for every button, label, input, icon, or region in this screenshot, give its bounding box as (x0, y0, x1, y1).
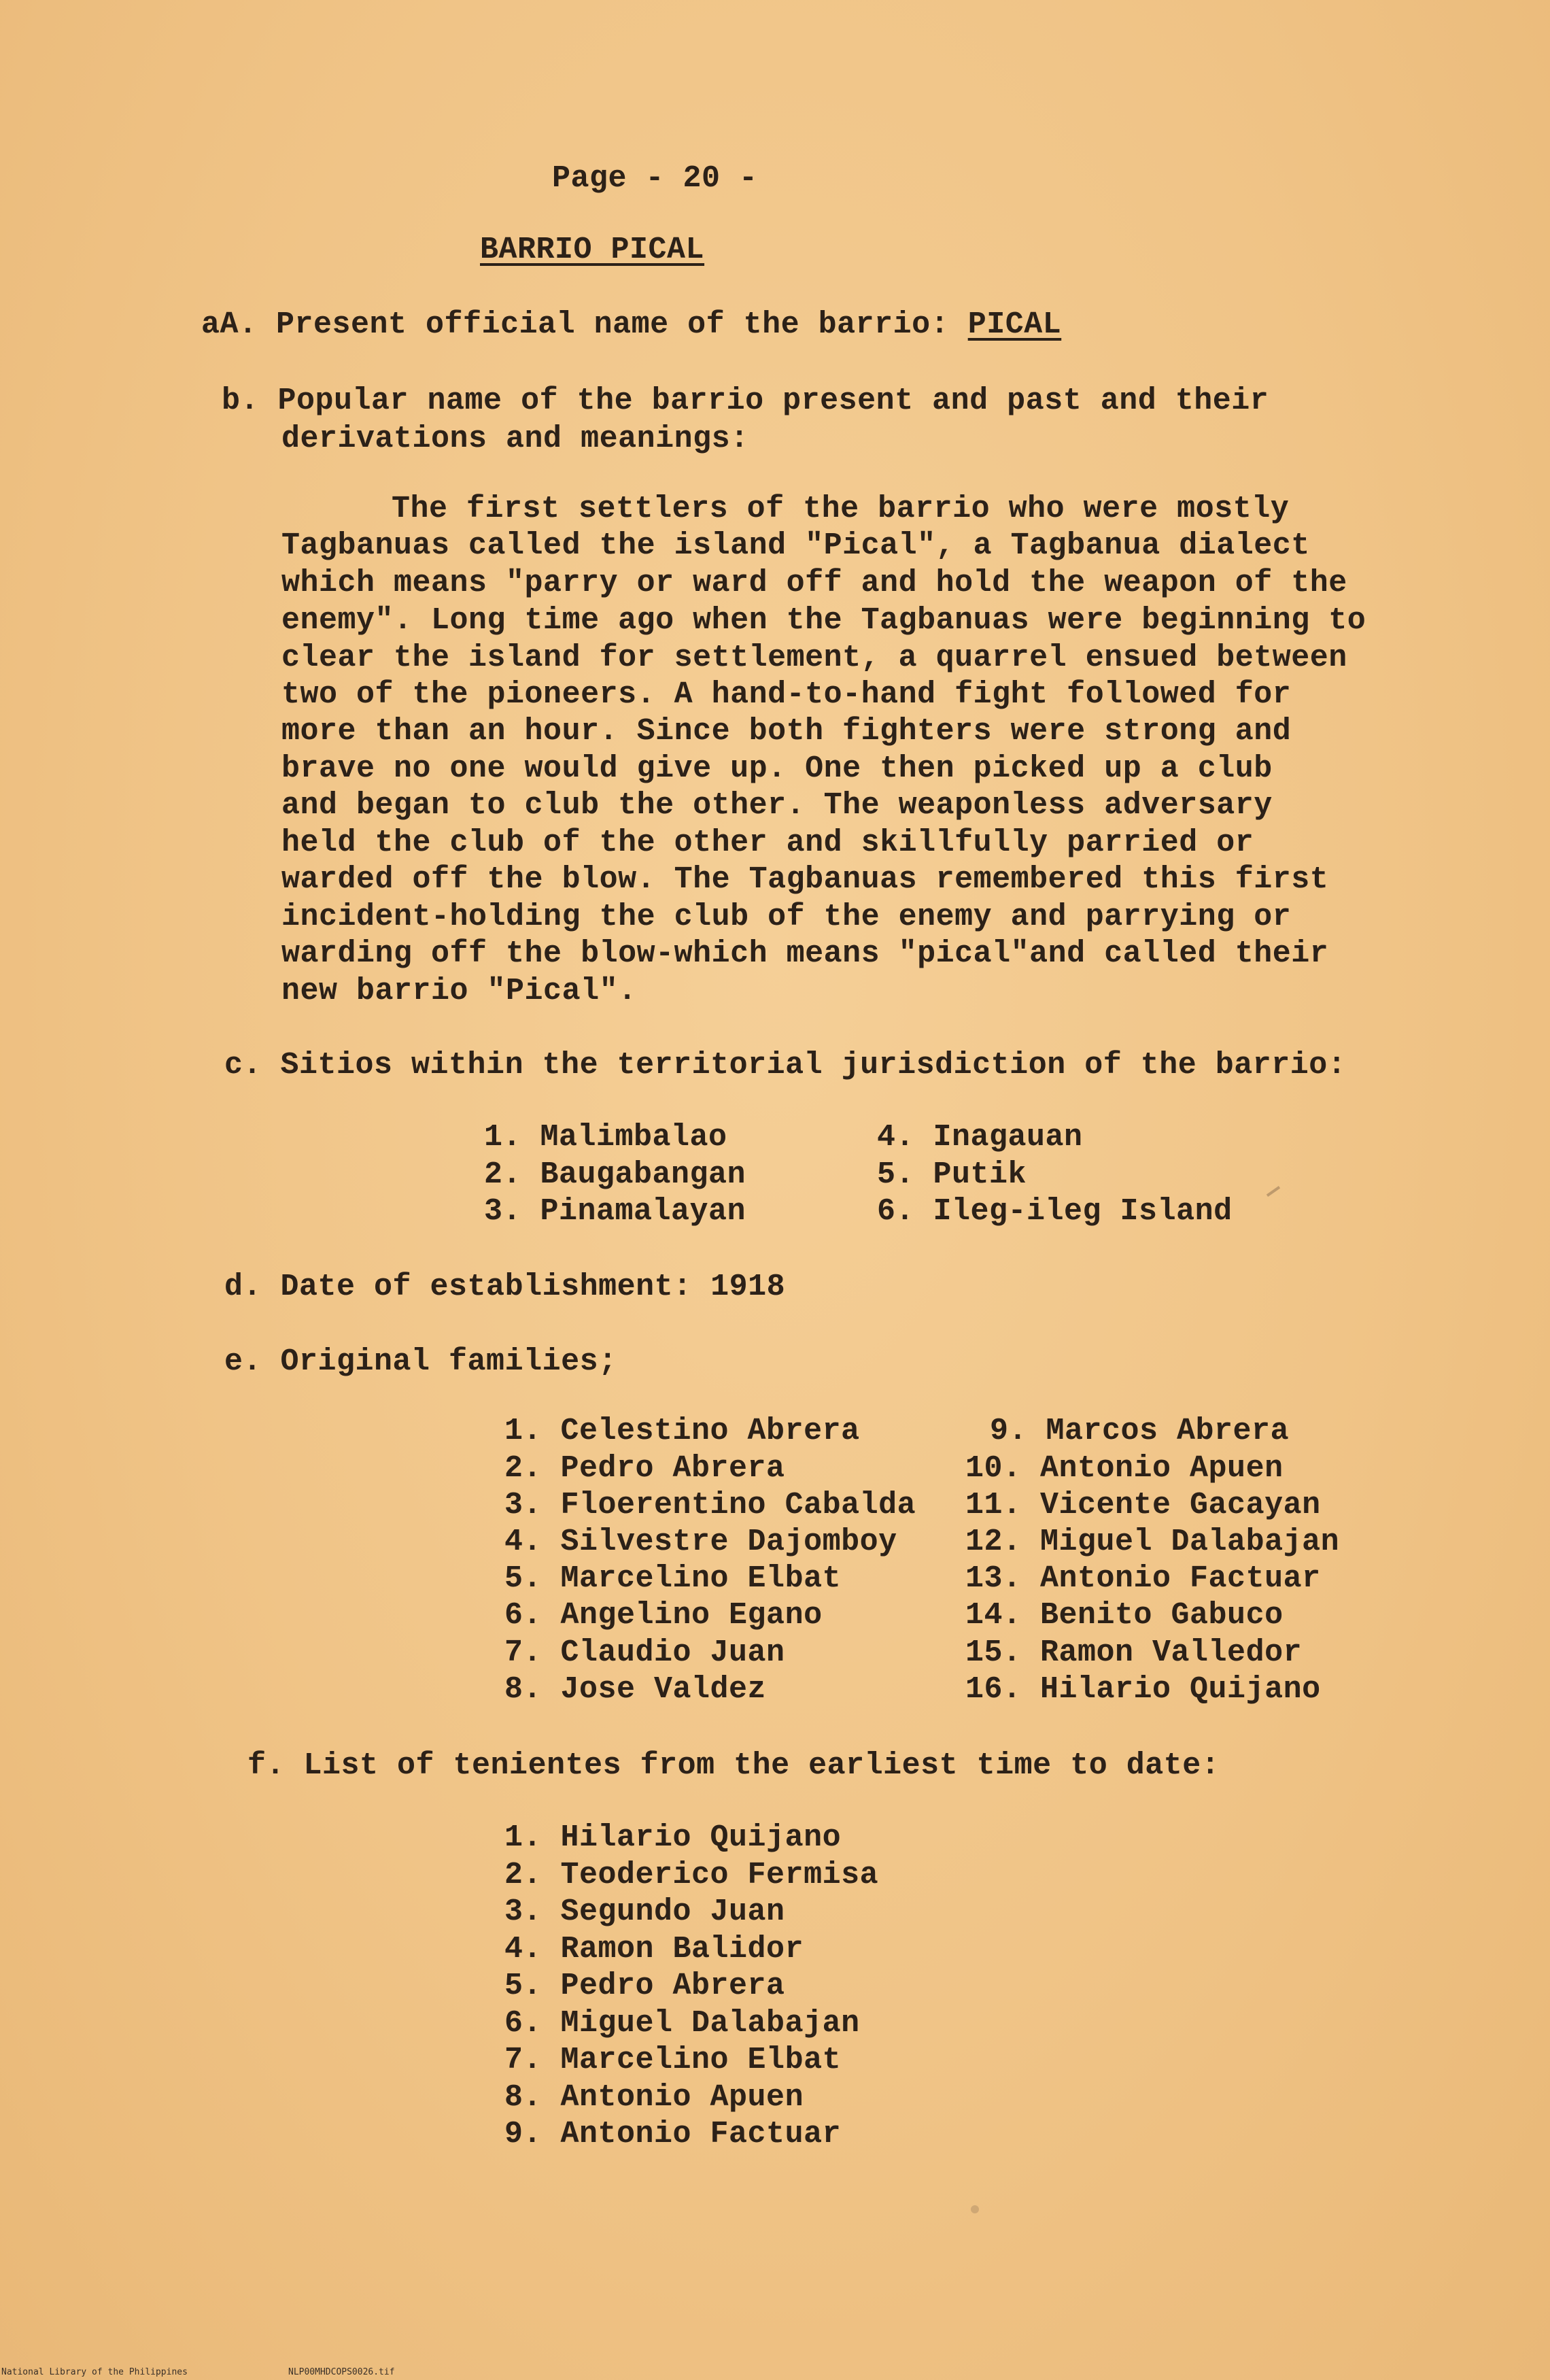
teniente-item: 1. Hilario Quijano (504, 1820, 842, 1855)
teniente-item: 9. Antonio Factuar (504, 2117, 842, 2152)
family-item: 1. Celestino Abrera (504, 1414, 860, 1448)
family-item: 5. Marcelino Elbat (504, 1561, 842, 1596)
section-d: d. Date of establishment: 1918 (224, 1270, 786, 1304)
family-item: 2. Pedro Abrera (504, 1451, 785, 1486)
family-item: 15. Ramon Valledor (965, 1635, 1303, 1670)
ink-smudge (971, 2205, 979, 2213)
teniente-item: 6. Miguel Dalabajan (504, 2006, 860, 2041)
section-f-heading: f. List of tenientes from the earliest time to date: (247, 1748, 1220, 1783)
official-name-value: PICAL (967, 307, 1062, 342)
paragraph-line-14: new barrio "Pical". (281, 974, 637, 1008)
sitio-item: 2. Baugabangan (484, 1157, 746, 1192)
family-item: 6. Angelino Egano (504, 1598, 823, 1633)
teniente-item: 3. Segundo Juan (504, 1894, 785, 1929)
teniente-item: 5. Pedro Abrera (504, 1969, 785, 2003)
family-item: 10. Antonio Apuen (965, 1451, 1284, 1486)
family-item: 11. Vicente Gacayan (965, 1488, 1321, 1523)
teniente-item: 2. Teoderico Fermisa (504, 1858, 879, 1892)
family-item: 16. Hilario Quijano (965, 1672, 1321, 1707)
section-b-line-2: derivations and meanings: (281, 422, 749, 456)
pencil-mark (1267, 1186, 1280, 1197)
section-b-line-1: b. Popular name of the barrio present and past and their (222, 384, 1269, 418)
sitio-item: 6. Ileg-ileg Island (877, 1194, 1233, 1229)
paragraph-line-10: held the club of the other and skillfully parried or (281, 826, 1254, 860)
paragraph-line-7: more than an hour. Since both fighters were strong and (281, 714, 1292, 749)
document-title: BARRIO PICAL (480, 233, 705, 267)
paragraph-line-6: two of the pioneers. A hand-to-hand fight followed for (281, 677, 1292, 712)
section-a-label: aA. Present official name of the barrio: (201, 307, 968, 342)
paragraph-line-13: warding off the blow-which means "pical"and called their (281, 936, 1329, 971)
paragraph-line-9: and began to club the other. The weaponless adversary (281, 788, 1273, 823)
family-item: 3. Floerentino Cabalda (504, 1488, 916, 1523)
sitio-item: 1. Malimbalao (484, 1120, 727, 1155)
family-item: 13. Antonio Factuar (965, 1561, 1321, 1596)
teniente-item: 7. Marcelino Elbat (504, 2043, 842, 2077)
section-c-heading: c. Sitios within the territorial jurisdiction of the barrio: (224, 1048, 1347, 1083)
family-item: 14. Benito Gabuco (965, 1598, 1284, 1633)
sitio-item: 4. Inagauan (877, 1120, 1083, 1155)
family-item: 9. Marcos Abrera (990, 1414, 1290, 1448)
paragraph-line-5: clear the island for settlement, a quarrel ensued between (281, 641, 1347, 675)
paragraph-line-3: which means "parry or ward off and hold the weapon of the (281, 566, 1347, 600)
teniente-item: 4. Ramon Balidor (504, 1932, 804, 1967)
paragraph-line-2: Tagbanuas called the island "Pical", a Tagbanua dialect (281, 528, 1310, 563)
family-item: 12. Miguel Dalabajan (965, 1525, 1340, 1559)
section-e-heading: e. Original families; (224, 1344, 617, 1379)
teniente-item: 8. Antonio Apuen (504, 2080, 804, 2115)
family-item: 7. Claudio Juan (504, 1635, 785, 1670)
section-a (201, 309, 1061, 340)
sitio-item: 3. Pinamalayan (484, 1194, 746, 1229)
page-number: Page - 20 - (552, 161, 758, 196)
paragraph-line-4: enemy". Long time ago when the Tagbanuas were beginning to (281, 603, 1366, 638)
paragraph-line-12: incident-holding the club of the enemy and parrying or (281, 900, 1292, 934)
paragraph-line-8: brave no one would give up. One then picked up a club (281, 751, 1273, 786)
sitio-item: 5. Putik (877, 1157, 1027, 1192)
paragraph-line-11: warded off the blow. The Tagbanuas remembered this first (281, 862, 1329, 897)
footer-library: National Library of the Philippines (1, 2367, 188, 2377)
family-item: 4. Silvestre Dajomboy (504, 1525, 897, 1559)
footer-filename: NLP00MHDCOPS0026.tif (288, 2367, 395, 2377)
paragraph-line-1: The first settlers of the barrio who were mostly (392, 492, 1290, 526)
family-item: 8. Jose Valdez (504, 1672, 767, 1707)
